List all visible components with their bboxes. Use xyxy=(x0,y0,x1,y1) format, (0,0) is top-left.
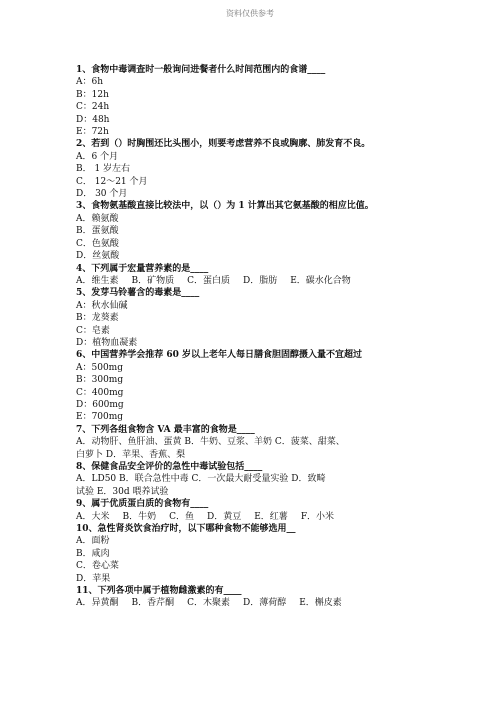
option: A：500mg xyxy=(76,362,123,373)
option: C．色氨酸 xyxy=(76,238,119,249)
option: C：24h xyxy=(76,102,110,113)
question-10: 10、急性肾炎饮食治疗时，以下哪种食物不能够选用__ xyxy=(76,524,296,535)
question-2: 2、若到（）时胸围还比头围小，则要考虑营养不良或胸廓、肺发育不良。 xyxy=(76,139,371,150)
option: D． 30 个月 xyxy=(76,189,128,200)
option: D．苹果 xyxy=(76,573,111,584)
question-1: 1、食物中毒调查时一般询问进餐者什么时间范围内的食谱____ xyxy=(76,65,326,75)
option: B：300mg xyxy=(76,375,124,386)
option: A．面粉 xyxy=(76,536,110,547)
option: D：48h xyxy=(76,114,110,125)
option: D．脂肪 xyxy=(243,275,278,286)
option-row xyxy=(76,275,416,287)
question-list xyxy=(76,64,416,610)
option: E：72h xyxy=(76,127,109,138)
option: C：400mg xyxy=(76,387,124,398)
option-row xyxy=(76,511,416,523)
question-6: 6、中国营养学会推荐 60 岁以上老年人每日膳食胆固醇摄入量不宜超过 xyxy=(76,350,363,361)
option: D：植物血凝素 xyxy=(76,337,138,348)
question-4: 4、下列属于宏量营养素的是____ xyxy=(76,263,209,274)
option: D．黄豆 xyxy=(207,511,242,522)
option: B．蛋氨酸 xyxy=(76,226,119,237)
option: B．矿物质 xyxy=(131,275,175,286)
option: B．香芹酮 xyxy=(131,598,175,609)
option: C．卷心菜 xyxy=(76,561,119,572)
option: C．蛋白质 xyxy=(187,275,231,286)
option: A．维生素 xyxy=(76,275,119,286)
option: B．咸肉 xyxy=(76,548,110,559)
option: E．红薯 xyxy=(254,511,288,522)
option: B：12h xyxy=(76,89,109,100)
option: C． 12～21 个月 xyxy=(76,176,148,187)
option: A．异黄酮 xyxy=(76,598,119,609)
option: B． 1 岁左右 xyxy=(76,164,131,175)
option: C：皂素 xyxy=(76,325,110,336)
option: E．槲皮素 xyxy=(299,598,342,609)
option: A：6h xyxy=(76,77,104,88)
question-5: 5、发芽马铃薯含的毒素是____ xyxy=(76,288,200,299)
option: C．鱼 xyxy=(169,511,195,522)
option: A．6 个月 xyxy=(76,151,119,162)
option: D．丝氨酸 xyxy=(76,251,120,262)
question-8: 8、保健食品安全评价的急性中毒试验包括____ xyxy=(76,462,263,472)
question-9: 9、属于优质蛋白质的食物有____ xyxy=(76,499,209,510)
option: F．小米 xyxy=(300,511,335,522)
option: A．赖氨酸 xyxy=(76,213,119,224)
option-row xyxy=(76,597,416,609)
option: A．大米 xyxy=(76,511,110,522)
option: E：700mg xyxy=(76,412,124,423)
option: E．碳水化合物 xyxy=(290,275,351,286)
option: B：龙葵素 xyxy=(76,313,119,324)
question-11: 11、下列各项中属于植物雌激素的有____ xyxy=(76,586,242,597)
option-line: A．LD50 B．联合急性中毒 C．一次最大耐受量实验 D．致畸 xyxy=(76,474,326,485)
option: D．薄荷醇 xyxy=(243,598,287,609)
option-line: 试验 E．30d 喂养试验 xyxy=(76,486,169,497)
option: D：600mg xyxy=(76,399,124,410)
question-7: 7、下列各组食物含 VA 最丰富的食物是____ xyxy=(76,424,255,435)
option: A：秋水仙碱 xyxy=(76,300,128,311)
page-header: 资料仅供参考 xyxy=(226,9,274,18)
option-line: 白萝卜 D．苹果、香蕉、梨 xyxy=(76,449,186,460)
option-line: A．动物肝、鱼肝油、蛋黄 B．牛奶、豆浆、羊奶 C．菠菜、甜菜、 xyxy=(76,437,345,448)
question-3: 3、食物氨基酸直接比较法中，以（）为 1 计算出其它氨基酸的相应比值。 xyxy=(76,201,374,212)
option: B．牛奶 xyxy=(122,511,157,522)
option: C．木聚素 xyxy=(187,598,231,609)
